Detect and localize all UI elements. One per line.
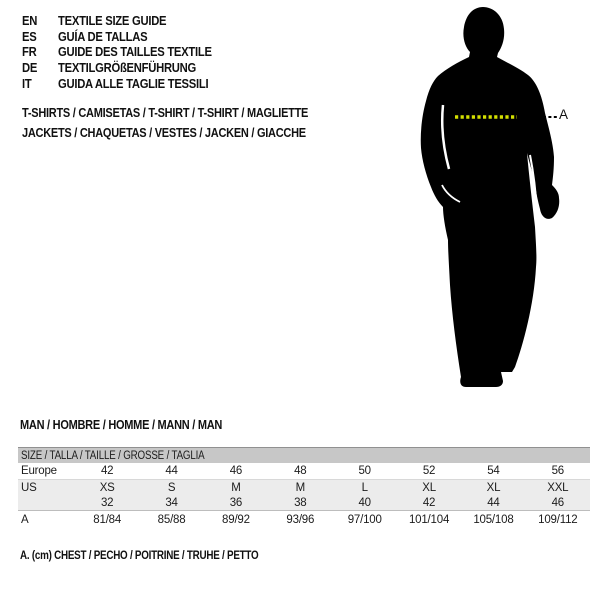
table-cell: XXL	[547, 481, 569, 494]
table-cell: 97/100	[347, 513, 382, 526]
language-row	[22, 29, 212, 45]
table-cell: 34	[165, 496, 178, 509]
language-label: GUIDA ALLE TAGLIE TESSILI	[58, 76, 209, 91]
language-list	[22, 13, 233, 91]
size-table-body	[18, 463, 590, 528]
table-cell: 32	[100, 496, 114, 509]
table-cell: 105/108	[473, 513, 514, 526]
table-cell: 42	[100, 465, 114, 477]
language-code: IT	[22, 76, 32, 91]
table-cell: 48	[294, 465, 307, 477]
table-cell: M	[231, 481, 241, 494]
table-cell: 54	[487, 465, 500, 477]
table-cell: 101/104	[408, 513, 450, 526]
language-code: FR	[22, 45, 37, 60]
language-code: ES	[22, 29, 37, 44]
table-cell: 42	[422, 496, 436, 509]
table-cell: S	[167, 481, 176, 494]
size-table	[18, 447, 590, 528]
table-cell: 89/92	[222, 513, 250, 526]
language-label: GUÍA DE TALLAS	[58, 29, 148, 44]
man-silhouette-figure	[405, 5, 580, 390]
man-silhouette-icon	[405, 5, 580, 390]
table-cell: XS	[99, 481, 115, 494]
table-cell: XL	[422, 481, 436, 494]
table-cell: 81/84	[93, 513, 122, 526]
table-cell: 36	[229, 496, 243, 509]
language-row	[22, 76, 212, 92]
size-table-header-label: SIZE / TALLA / TAILLE / GRÖSSE / TAGLIA	[21, 449, 205, 462]
table-cell: 38	[294, 496, 307, 509]
table-cell: 46	[551, 496, 565, 509]
measure-label-a: A	[559, 107, 569, 122]
table-cell: 44	[165, 465, 178, 477]
table-cell: 56	[551, 465, 565, 477]
row-label: US	[21, 481, 37, 494]
table-cell: 50	[358, 465, 371, 477]
product-line: JACKETS / CHAQUETAS / VESTES / JACKEN / GIACCHE	[22, 125, 306, 140]
language-label: TEXTILE SIZE GUIDE	[58, 13, 167, 28]
table-cell: 40	[358, 496, 371, 509]
table-cell: 93/96	[286, 513, 315, 526]
language-label: TEXTILGRÖßENFÜHRUNG	[58, 60, 196, 75]
table-row	[18, 479, 590, 495]
man-body-shape	[421, 7, 560, 387]
row-label: Europe	[21, 465, 57, 477]
product-line: T-SHIRTS / CAMISETAS / T-SHIRT / T-SHIRT / MAGLIETTE	[22, 106, 309, 120]
table-cell: 109/112	[538, 513, 578, 526]
table-cell: M	[295, 481, 305, 494]
table-row	[18, 463, 590, 479]
table-cell: 52	[422, 465, 436, 477]
language-code: EN	[22, 13, 38, 28]
language-row	[22, 44, 212, 60]
table-row	[18, 495, 590, 510]
table-cell: 46	[229, 465, 243, 477]
language-code: DE	[22, 60, 38, 75]
table-cell: 44	[487, 496, 500, 509]
section-title-man: MAN / HOMBRE / HOMME / MANN / MAN	[20, 418, 223, 432]
table-cell: L	[361, 481, 368, 494]
product-lines	[22, 104, 347, 143]
chest-footnote: A. (cm) CHEST / PECHO / POITRINE / TRUHE / PETTO	[20, 548, 259, 562]
language-row	[22, 60, 212, 76]
table-cell: 85/88	[157, 513, 186, 526]
table-cell: XL	[486, 481, 501, 494]
size-table-header	[18, 447, 590, 463]
table-row	[18, 510, 590, 528]
language-row	[22, 13, 212, 29]
language-label: GUIDE DES TAILLES TEXTILE	[58, 45, 212, 60]
row-label: A	[21, 513, 29, 526]
